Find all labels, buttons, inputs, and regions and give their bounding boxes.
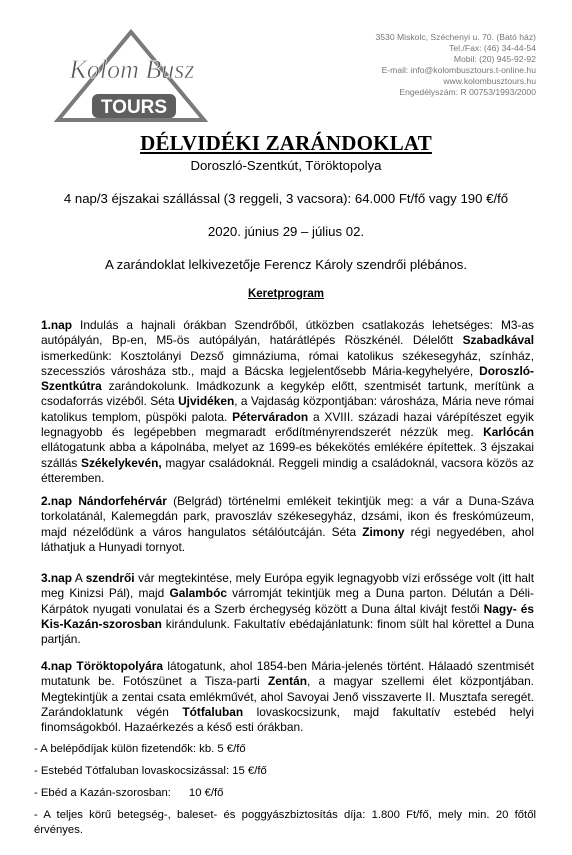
leader-line: A zarándoklat lelkivezetője Ferencz Károly szendrői plébános. xyxy=(104,257,468,272)
day-4-text: lovaskocsizunk, majd fakultatív estebéd helyi finomságokból. Hazaérkezés a késő esti órákban. xyxy=(41,704,534,735)
day-1-paragraph xyxy=(41,318,534,486)
contact-address: 3530 Miskolc, Széchenyi u. 70. (Bató ház) xyxy=(375,32,536,42)
contact-email: E-mail: info@kolombusztours.t-online.hu xyxy=(381,64,536,75)
day-4-text: látogatunk, ahol 1854-ben Mária-jelenés történt. Hálaadó szentmisét mutatunk be. Fotószünet a Tisza-parti xyxy=(41,659,534,689)
day-4-label: 4.nap xyxy=(41,659,73,673)
page-title: DÉLVIDÉKI ZARÁNDOKLAT xyxy=(140,131,432,155)
note-dinner-carriage: - Estebéd Tótfaluban lovaskocsizással: 15 €/fő xyxy=(34,765,267,777)
note-entrance-fees: - A belépődíjak külön fizetendők: kb. 5 €/fő xyxy=(34,743,246,755)
day-4-place: Zentán xyxy=(268,674,307,689)
price-line: 4 nap/3 éjszakai szállással (3 reggeli, 3 vacsora): 64.000 Ft/fő vagy 190 €/fő xyxy=(63,191,509,206)
price-notes xyxy=(34,742,536,845)
title-block xyxy=(0,130,572,174)
day-2-place: Nándorfehérvár xyxy=(72,494,167,508)
contact-phone-fax: Tel./Fax: (46) 34-44-54 xyxy=(449,42,536,53)
day-1-place: Karlócán xyxy=(483,425,534,440)
note-insurance: - A teljes körű betegség-, baleset- és poggyászbiztosítás díja: 1.800 Ft/fő, mely min. 20 főtől érvényes. xyxy=(34,809,536,836)
day-1-text: magyar családoknál. Reggeli mindig a családoknál, vacsora közös az étteremben. xyxy=(41,455,534,485)
day-1-text: a XVIII. századi hazai várépítészet egyik legnagyobb és legépebben megmaradt erődítményrendszerét nézzük meg. xyxy=(41,409,534,440)
logo-sub-text: TOURS xyxy=(100,97,168,118)
contact-mobile: Mobil: (20) 945-92-92 xyxy=(453,53,536,64)
day-3-text: várromját tekintjük meg a Duna parton. Délután a Déli-Kárpátok nyugati vonulatai és a Szerb érchegység között a Duna által kivájt festői xyxy=(41,586,534,616)
day-2-label: 2.nap xyxy=(41,494,73,508)
day-1-text: Indulás a hajnali órákban Szendrőből, útközben csatlakozás lehetséges: M3-as autópályán, Bp-en, M5-ös autópályán, határátlépés Röszkénél. Délelőtt xyxy=(41,318,534,348)
day-3-place: Galambóc xyxy=(169,586,227,601)
day-3-text: A xyxy=(72,571,86,585)
note-lunch-value: 10 €/fő xyxy=(188,787,224,799)
note-lunch-label: - Ebéd a Kazán-szorosban: xyxy=(34,787,171,799)
day-2-paragraph xyxy=(41,494,534,555)
date-line: 2020. június 29 – július 02. xyxy=(207,224,365,239)
contact-website: www.kolombusztours.hu xyxy=(443,75,536,86)
day-4-place: Tótfaluban xyxy=(182,704,244,719)
day-1-text: zarándokolunk. Imádkozunk a kegykép előtt, szentmisét tartunk, merítünk a csodaforrás vizéből. Séta xyxy=(41,379,534,409)
day-2-text: régi negyedében, ahol láthatjuk a Hunyadi tornyot. xyxy=(41,524,534,554)
letterhead xyxy=(0,0,572,120)
page-subtitle: Doroszló-Szentkút, Töröktopolya xyxy=(190,158,382,173)
logo-main-text: Kolom Busz xyxy=(69,55,195,84)
day-1-text: ellátogatunk abba a kápolnába, melyet az 1699-es békekötés emlékére építettek. 3 éjszakai szállás xyxy=(41,440,534,470)
day-3-label: 3.nap xyxy=(41,571,73,585)
day-2-place: Zimony xyxy=(362,524,405,539)
day-2-text: (Belgrád) történelmi emlékeit tekintjük meg: a vár a Duna-Száva torkolatánál, Kalemegdán park, pravoszláv székesegyház, dzsámi, ikon és freskómúzeum, majd nézelődünk a város hangulatos sétálóutcáján. Séta xyxy=(41,494,534,539)
day-1-place: Doroszló-Szentkútra xyxy=(41,363,534,394)
day-4-paragraph xyxy=(41,659,534,735)
day-4-place: Töröktopolyára xyxy=(72,659,163,673)
day-1-text: ismerkedünk: Kosztolányi Dezső gimnáziuma, római katolikus székesegyház, színház, szecessziós városháza stb., majd a Bácska legjelentősebb Mária-kegyhelyére, xyxy=(41,348,534,378)
day-3-paragraph xyxy=(41,571,534,647)
day-3-text: kirándulunk. Fakultatív ebédajánlatunk: finom sült hal körettel a Duna partján. xyxy=(41,616,534,647)
day-1-place: Székelykevén, xyxy=(81,455,162,470)
day-1-place: Ujvidéken xyxy=(178,394,235,409)
day-3-place: szendrői xyxy=(85,571,135,585)
contact-license: Engedélyszám: R 00753/1993/2000 xyxy=(399,86,536,97)
day-1-label: 1.nap xyxy=(41,318,73,332)
program-heading: Keretprogram xyxy=(247,288,325,300)
contact-block xyxy=(376,32,537,97)
note-lunch-kazan xyxy=(34,786,536,801)
day-4-text: , a magyar szellemi élet központjában. Megtekintjük a zentai csata emlékművét, ahol Savoyai Jenő visszaverte II. Musztafa seregét. Zarándoklatunk végén xyxy=(41,674,534,719)
day-3-place: Nagy- és Kis-Kazán-szorosban xyxy=(41,601,534,631)
kolom-busz-logo xyxy=(52,28,210,124)
day-1-text: , a Vajdaság központjában: városháza, Mária neve római katolikus templom, püspöki palota. xyxy=(41,394,535,424)
day-1-place: Szabadkával xyxy=(462,333,534,348)
day-3-text: vár megtekintése, mely Európa egyik legnagyobb vízi erőssége volt (itt halt meg Kinizsi Pál), majd xyxy=(41,571,534,601)
day-1-place: Péterváradon xyxy=(232,409,309,424)
